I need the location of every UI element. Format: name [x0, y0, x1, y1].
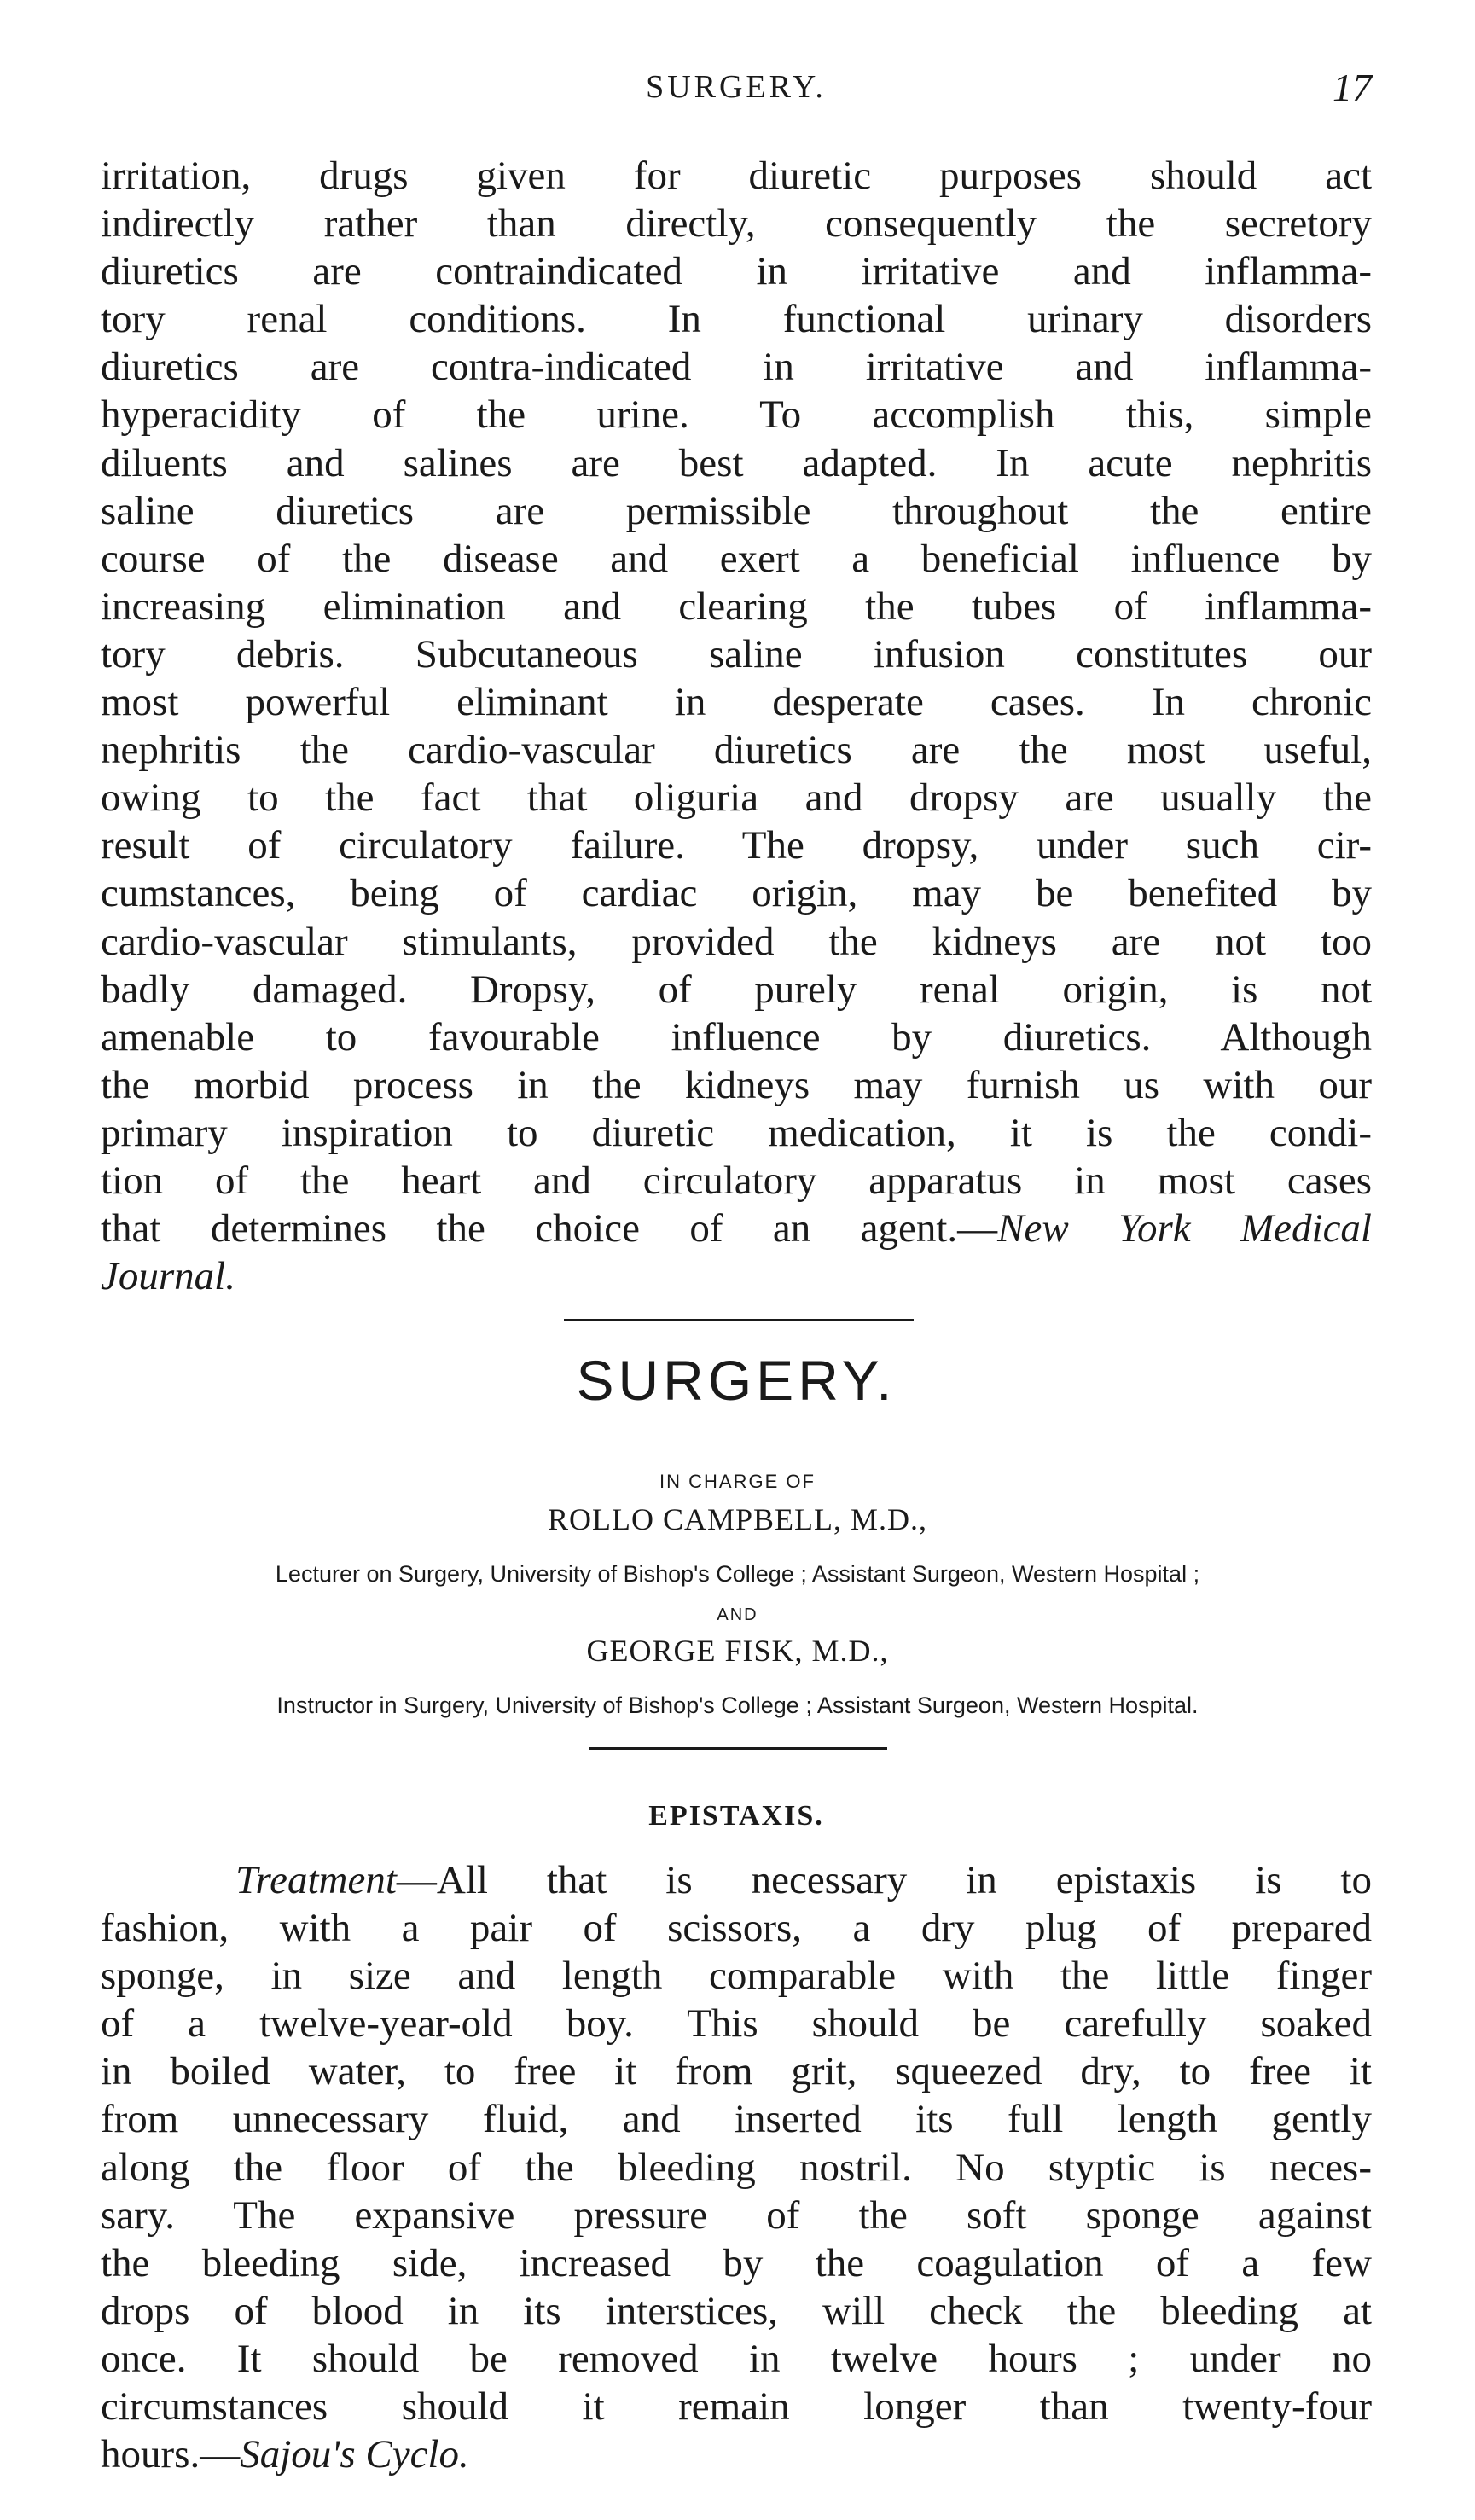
text-line: saline diuretics are permissible throughout the entire — [101, 488, 1372, 533]
text-fragment: —All that is necessary in epistaxis is to — [396, 1858, 1372, 1902]
source-citation: New York Medical — [997, 1206, 1372, 1251]
source-citation: Sajou's Cyclo. — [240, 2432, 469, 2477]
text-line: sary. The expansive pressure of the soft sponge against — [101, 2192, 1372, 2238]
text-line: in boiled water, to free it from grit, squeezed dry, to free it — [101, 2049, 1372, 2094]
text-line: cardio-vascular stimulants, provided the kidneys are not too — [101, 919, 1372, 964]
text-line: owing to the fact that oliguria and dropsy are usually the — [101, 775, 1372, 821]
text-line: along the floor of the bleeding nostril. No styptic is neces- — [101, 2145, 1372, 2190]
text-line: the bleeding side, increased by the coagulation of a few — [101, 2240, 1372, 2285]
section-divider — [564, 1319, 914, 1321]
text-line: of a twelve-year-old boy. This should be carefully soaked — [101, 2001, 1372, 2047]
article-divider — [589, 1747, 887, 1750]
editor-name: GEORGE FISK, M.D., — [586, 1634, 889, 1668]
running-title: SURGERY. — [646, 69, 827, 105]
editor-credentials: Instructor in Surgery, University of Bishop's College ; Assistant Surgeon, Western Hospital. — [276, 1693, 1199, 1718]
text-line: nephritis the cardio-vascular diuretics are the most useful, — [101, 728, 1372, 773]
text-line: result of circulatory failure. The dropsy, under such cir- — [101, 823, 1372, 868]
text-line: drops of blood in its interstices, will check the bleeding at — [101, 2288, 1372, 2333]
lead-word: Treatment — [235, 1858, 397, 1902]
text-line: once. It should be removed in twelve hours ; under no — [101, 2336, 1372, 2381]
editor-credentials: Lecturer on Surgery, University of Bishop's College ; Assistant Surgeon, Western Hospital ; — [275, 1561, 1200, 1587]
text-line: the morbid process in the kidneys may furnish us with our — [101, 1062, 1372, 1107]
text-line — [101, 2430, 1372, 2478]
text-line: sponge, in size and length comparable with the little finger — [101, 1954, 1372, 1999]
text-line: from unnecessary fluid, and inserted its full length gently — [101, 2097, 1372, 2142]
text-line — [101, 1252, 1372, 1300]
text-line: hyperacidity of the urine. To accomplish this, simple — [101, 392, 1372, 438]
text-line: diluents and salines are best adapted. In acute nephritis — [101, 440, 1372, 485]
section-title: SURGERY. — [576, 1349, 897, 1412]
in-charge-of-label: IN CHARGE OF — [659, 1471, 816, 1492]
running-head — [101, 68, 1372, 119]
text-line: irritation, drugs given for diuretic purposes should act — [101, 154, 1372, 198]
text-line: cumstances, being of cardiac origin, may be benefited by — [101, 871, 1372, 916]
text-line: amenable to favourable influence by diuretics. Although — [101, 1014, 1372, 1060]
text-line: diuretics are contraindicated in irritative and inflamma- — [101, 249, 1372, 294]
editor-name: ROLLO CAMPBELL, M.D., — [547, 1502, 928, 1536]
text-line: increasing elimination and clearing the tubes of inflamma- — [101, 584, 1372, 629]
text-line — [101, 1856, 1372, 1904]
text-line: tory debris. Subcutaneous saline infusion constitutes our — [101, 631, 1372, 676]
text-fragment: that determines the choice of an agent.— — [101, 1206, 998, 1251]
text-line — [101, 1205, 1372, 1252]
text-line: circumstances should it remain longer than twenty-four — [101, 2384, 1372, 2430]
article-title: EPISTAXIS. — [648, 1800, 824, 1832]
text-line: most powerful eliminant in desperate cases. In chronic — [101, 680, 1372, 725]
continued-article-text — [101, 152, 1372, 1300]
text-line: fashion, with a pair of scissors, a dry plug of prepared — [101, 1906, 1372, 1951]
text-fragment: hours.— — [101, 2432, 241, 2477]
source-citation-tail: Journal. — [101, 1254, 235, 1299]
text-line: diuretics are contra-indicated in irritative and inflamma- — [101, 345, 1372, 390]
text-line: primary inspiration to diuretic medication, it is the condi- — [101, 1110, 1372, 1155]
text-line: badly damaged. Dropsy, of purely renal origin, is not — [101, 967, 1372, 1012]
text-line: tory renal conditions. In functional urinary disorders — [101, 297, 1372, 342]
article-text — [101, 1856, 1372, 2478]
text-line: tion of the heart and circulatory apparatus in most cases — [101, 1158, 1372, 1203]
text-line: indirectly rather than directly, consequently the secretory — [101, 201, 1372, 247]
page-number: 17 — [1333, 66, 1372, 109]
and-label: AND — [717, 1605, 758, 1624]
text-line: course of the disease and exert a beneficial influence by — [101, 536, 1372, 581]
